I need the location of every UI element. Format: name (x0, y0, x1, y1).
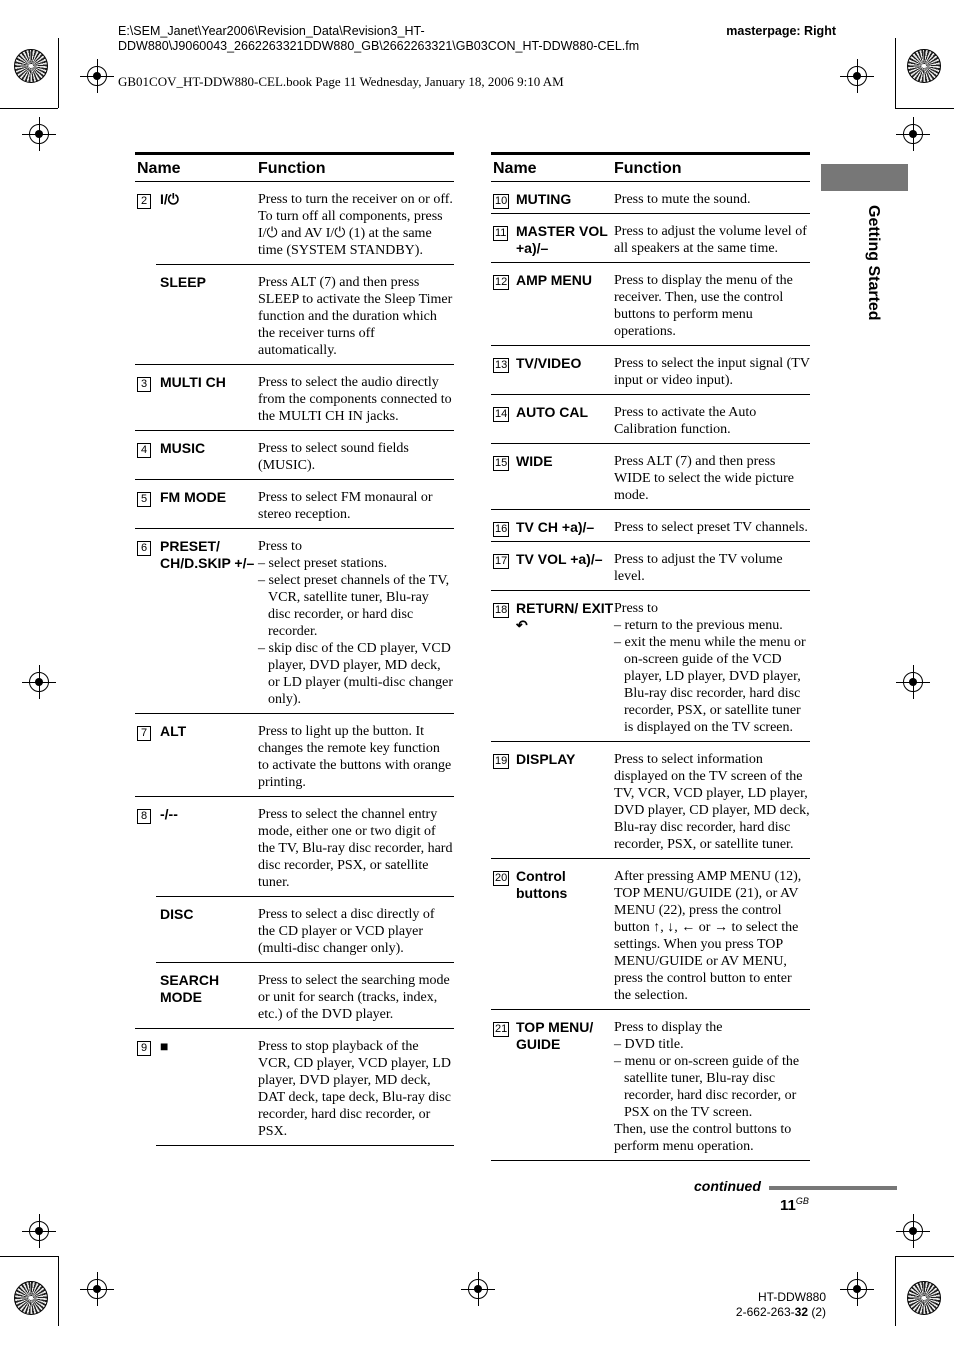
table-row (491, 859, 810, 1010)
function-line: Press to turn the receiver on or off. (258, 192, 453, 207)
item-number-box: 6 (137, 541, 151, 556)
model-number: HT-DDW880 (757, 1290, 826, 1304)
book-info: GB01COV_HT-DDW880-CEL.book Page 11 Wednesday, January 18, 2006 9:10 AM (118, 74, 564, 89)
table-row (491, 444, 810, 510)
button-name: TV VOL +a)/– (516, 551, 603, 567)
function-line: Press to select sound fields (MUSIC). (258, 441, 409, 473)
item-number-box: 10 (495, 195, 508, 207)
button-function (614, 742, 810, 858)
registration-mark-icon (22, 117, 56, 151)
item-number (491, 182, 512, 213)
table-row-main (491, 444, 810, 509)
item-number (135, 480, 156, 528)
button-function (614, 346, 810, 394)
button-function (258, 480, 454, 528)
button-function (258, 265, 454, 364)
button-function (258, 714, 454, 796)
crop-mark (895, 1256, 896, 1326)
button-name: PRESET/ CH/D.SKIP +/– (160, 538, 255, 571)
function-line: Press to light up the button. It changes the remote key function to activate the buttons with orange printing. (258, 724, 452, 790)
button-name: ALT (160, 723, 187, 739)
table-row (491, 742, 810, 859)
registration-mark-icon (80, 1272, 114, 1306)
column-name-header: Name (493, 159, 537, 177)
column-function-header: Function (614, 159, 682, 177)
button-name: -/-- (160, 806, 178, 822)
color-bar-star-icon (14, 1281, 48, 1315)
button-function (614, 1010, 810, 1160)
table-row-main (135, 714, 454, 796)
button-function (614, 542, 810, 590)
function-line: Press to adjust the volume level of all speakers at the same time. (614, 224, 807, 256)
table-row-main (491, 542, 810, 590)
button-name: SLEEP (160, 274, 206, 290)
item-number-box: 19 (495, 755, 508, 767)
registration-mark-icon (461, 1272, 495, 1306)
function-line: Press ALT (7) and then press SLEEP to activate the Sleep Timer function and the duration which the receiver turns off automatically. (258, 275, 453, 358)
item-number (135, 797, 156, 896)
item-number-box: 16 (495, 523, 508, 535)
crop-mark (895, 1256, 954, 1257)
section-tab-bar (821, 164, 908, 191)
table-row (135, 529, 454, 714)
button-function (614, 859, 810, 1009)
button-name: DISPLAY (516, 751, 576, 767)
item-number (135, 529, 156, 713)
registration-mark-icon (840, 1272, 874, 1306)
table-row-sub (156, 962, 454, 1028)
button-function (614, 510, 810, 541)
item-number-box: 4 (137, 443, 151, 458)
button-function (258, 182, 454, 264)
item-number-box: 17 (495, 555, 508, 567)
function-line: – DVD title. (614, 1037, 684, 1052)
button-function (614, 444, 810, 509)
button-function (614, 591, 810, 741)
button-function (258, 797, 454, 896)
color-bar-star-icon (907, 49, 941, 83)
button-name: WIDE (516, 453, 553, 469)
button-name: TOP MENU/ GUIDE (516, 1019, 594, 1052)
button-name: TV CH +a)/– (516, 519, 595, 535)
right-function-table (491, 152, 810, 1161)
button-name: RETURN/ EXIT ↶ (516, 600, 614, 633)
function-line: Press to select information displayed on the TV screen of the TV, VCR, VCD player, LD player, DVD player, CD player, MD deck, Blu-ray disc recorder, hard disc recorder, PSX, or satellite tuner. (614, 752, 810, 852)
crop-mark (895, 108, 954, 109)
masterpage-label: masterpage: Right (726, 24, 836, 38)
item-number-box: 18 (495, 604, 508, 616)
part-number (736, 1305, 826, 1320)
function-line: Press to mute the sound. (614, 192, 751, 207)
button-name: MULTI CH (160, 374, 226, 390)
button-name: DISC (160, 906, 194, 922)
table-row-main (135, 365, 454, 430)
table-row (491, 395, 810, 444)
item-number (135, 714, 156, 796)
table-row-main (491, 346, 810, 394)
function-line: Press to select the audio directly from the components connected to the MULTI CH IN jacks. (258, 375, 452, 424)
function-line: To turn off all components, press I/⏻ and AV I/⏻ (1) at the same time (SYSTEM STANDBY). (258, 209, 443, 258)
item-number (491, 591, 512, 741)
button-name: Control buttons (516, 868, 568, 901)
function-line: – menu or on-screen guide of the satellite tuner, Blu-ray disc recorder, hard disc recorder, or PSX on the TV screen. (614, 1054, 800, 1120)
button-function (258, 963, 454, 1028)
item-number-box: 13 (495, 359, 508, 371)
button-function (258, 529, 454, 713)
table-row (135, 1029, 454, 1146)
item-number (135, 431, 156, 479)
function-line: Press to stop playback of the VCR, CD player, VCD player, LD player, DVD player, MD deck, DAT deck, tape deck, Blu-ray disc recorder, hard disc recorder, or PSX. (258, 1039, 452, 1139)
function-line: – select preset channels of the TV, VCR, satellite tuner, Blu-ray disc recorder, or hard disc recorder. (258, 573, 450, 639)
button-function (614, 263, 810, 345)
registration-mark-icon (22, 1214, 56, 1248)
item-number (491, 395, 512, 443)
table-row (135, 182, 454, 365)
item-number (491, 542, 512, 590)
table-row-main (491, 1010, 810, 1160)
table-row (491, 214, 810, 263)
table-row (491, 542, 810, 591)
item-number (491, 1010, 512, 1160)
table-row-main (491, 263, 810, 345)
function-line: After pressing AMP MENU (12), TOP MENU/GUIDE (21), or AV MENU (22), press the control button ↑, ↓, ← or → to select the settings. When you press TOP MENU/GUIDE or AV MENU, press the control button to enter the selection. (614, 869, 802, 1003)
item-number-box: 5 (137, 492, 151, 507)
file-path-line2: DDW880\J9060043_2662263321DDW880_GB\2662263321\GB03CON_HT-DDW880-CEL.fm (118, 39, 640, 53)
function-line: Press to (258, 539, 302, 554)
function-line: – exit the menu while the menu or on-screen guide of the VCD player, LD player, DVD player, Blu-ray disc recorder, hard disc recorder, PSX, or satellite tuner is displayed on the TV screen. (614, 635, 806, 735)
function-line: Press to select preset TV channels. (614, 520, 808, 535)
button-function (614, 214, 810, 262)
button-name: TV/VIDEO (516, 355, 582, 371)
table-bottom-rule (156, 1145, 454, 1146)
table-row (135, 480, 454, 529)
item-number-box: 21 (495, 1023, 508, 1035)
function-line: Then, use the control buttons to perform menu operation. (614, 1122, 792, 1154)
function-line: Press to select the channel entry mode, either one or two digit of the TV, Blu-ray disc recorder, hard disc recorder, PSX, or satellite tuner. (258, 807, 453, 890)
table-row-main (135, 480, 454, 528)
function-line: Press to activate the Auto Calibration function. (614, 405, 757, 437)
table-row-main (491, 182, 810, 213)
function-line: Press to select the input signal (TV input or video input). (614, 356, 810, 388)
table-row-main (491, 214, 810, 262)
continued-bar (769, 1186, 897, 1190)
table-row-main (135, 1029, 454, 1145)
item-number-box: 11 (495, 227, 507, 239)
item-number-box: 20 (495, 872, 508, 884)
item-number-box: 14 (495, 408, 508, 420)
table-row-main (491, 395, 810, 443)
crop-mark (0, 1256, 58, 1257)
registration-mark-icon (22, 665, 56, 699)
table-row (491, 182, 810, 214)
table-row (491, 1010, 810, 1161)
button-name: FM MODE (160, 489, 227, 505)
button-function (258, 897, 454, 962)
function-line: Press to select the searching mode or unit for search (tracks, index, etc.) of the DVD player. (258, 973, 450, 1022)
item-number-box: 2 (137, 194, 151, 209)
table-row (491, 346, 810, 395)
registration-mark-icon (896, 665, 930, 699)
table-row-main (491, 591, 810, 741)
table-row-main (135, 797, 454, 896)
table-row-main (491, 859, 810, 1009)
part-number-prefix: 2-662-263- (735, 1305, 795, 1319)
column-name-header: Name (137, 159, 181, 177)
table-row (135, 714, 454, 797)
item-number (135, 365, 156, 430)
button-name: SEARCH MODE (160, 972, 220, 1005)
item-number (135, 182, 156, 264)
function-line: Press ALT (7) and then press WIDE to select the wide picture mode. (614, 454, 794, 503)
item-number (491, 214, 512, 262)
color-bar-star-icon (907, 1281, 941, 1315)
item-number-box: 12 (495, 276, 508, 288)
item-number (491, 859, 512, 1009)
crop-mark (0, 108, 58, 109)
table-row-main (491, 742, 810, 858)
button-name: AMP MENU (516, 272, 592, 288)
button-function (614, 182, 810, 213)
button-function (258, 1029, 454, 1145)
crop-mark (895, 38, 896, 108)
function-line: Press to select a disc directly of the CD player or VCD player (multi-disc changer only). (258, 907, 435, 956)
section-tab-label: Getting Started (865, 205, 882, 321)
table-header (135, 152, 454, 182)
function-line: Press to (614, 601, 658, 616)
function-line: – return to the previous menu. (614, 618, 783, 633)
function-line: – skip disc of the CD player, VCD player, DVD player, MD deck, or LD player (multi-disc changer only). (258, 641, 454, 707)
registration-mark-icon (840, 59, 874, 93)
item-number (491, 263, 512, 345)
button-name: MUSIC (160, 440, 206, 456)
table-row-sub (156, 264, 454, 364)
registration-mark-icon (80, 59, 114, 93)
item-number (491, 444, 512, 509)
page-number-value: 11 (780, 1197, 796, 1214)
table-row (491, 510, 810, 542)
table-row-main (135, 182, 454, 264)
button-function (614, 395, 810, 443)
item-number (491, 742, 512, 858)
column-function-header: Function (258, 159, 326, 177)
model-info (736, 1290, 826, 1320)
table-row (491, 591, 810, 742)
button-function (258, 365, 454, 430)
item-number (491, 346, 512, 394)
registration-mark-icon (896, 117, 930, 151)
table-row-main (135, 529, 454, 713)
button-name: MASTER VOL +a)/– (516, 223, 608, 256)
crop-mark (58, 1256, 59, 1326)
color-bar-star-icon (14, 49, 48, 83)
button-name: MUTING (516, 191, 572, 207)
item-number-box: 8 (137, 809, 151, 824)
button-name: ■ (160, 1038, 169, 1054)
part-number-suffix: (2) (808, 1305, 826, 1319)
function-line: – select preset stations. (258, 556, 388, 571)
table-header (491, 152, 810, 182)
table-row (491, 263, 810, 346)
crop-mark (58, 38, 59, 108)
item-number (135, 1029, 156, 1145)
table-row (135, 365, 454, 431)
registration-mark-icon (896, 1214, 930, 1248)
function-line: Press to display the (614, 1020, 723, 1035)
table-row-sub (156, 896, 454, 962)
item-number-box: 15 (495, 457, 508, 469)
page-number-suffix: GB (795, 1196, 809, 1206)
table-row-main (491, 510, 810, 541)
button-function (258, 431, 454, 479)
button-name: I/⏻ (160, 191, 179, 207)
part-number-revision: 32 (794, 1305, 808, 1319)
button-name: AUTO CAL (516, 404, 589, 420)
left-function-table (135, 152, 454, 1146)
table-row (135, 797, 454, 1029)
table-row (135, 431, 454, 480)
function-line: Press to select FM monaural or stereo reception. (258, 490, 433, 522)
item-number-box: 9 (137, 1041, 151, 1056)
item-number-box: 7 (137, 726, 151, 741)
continued-label: continued (694, 1178, 761, 1194)
function-line: Press to display the menu of the receiver. Then, use the control buttons to perform menu operations. (614, 273, 793, 339)
item-number (491, 510, 512, 541)
file-path (118, 24, 698, 54)
file-path-line1: E:\SEM_Janet\Year2006\Revision_Data\Revision3_HT- (118, 24, 425, 38)
page-number (780, 1196, 809, 1214)
function-line: Press to adjust the TV volume level. (614, 552, 783, 584)
item-number-box: 3 (137, 377, 151, 392)
table-row-main (135, 431, 454, 479)
